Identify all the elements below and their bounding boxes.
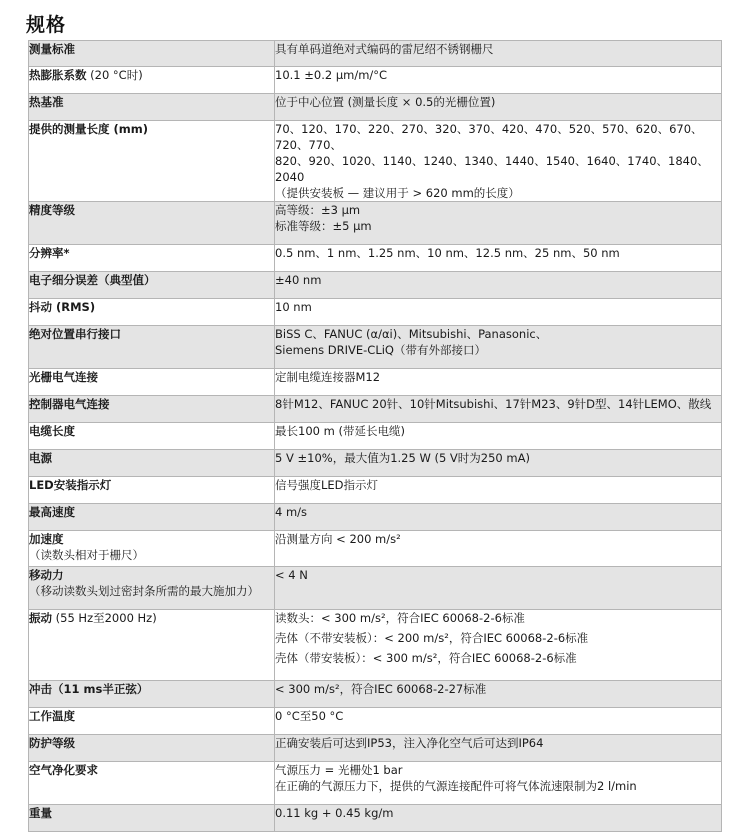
- spec-value-line: 0.5 nm、1 nm、1.25 nm、10 nm、12.5 nm、25 nm、50 nm: [275, 246, 620, 260]
- spec-value-cell: [275, 423, 722, 450]
- spec-value-line: 70、120、170、220、270、320、370、420、470、520、570、620、670、720、770、: [275, 122, 703, 152]
- spec-value-line: 8针M12、FANUC 20针、10针Mitsubishi、17针M23、9针D型、14针LEMO、散线: [275, 397, 712, 411]
- spec-value-line: 820、920、1020、1140、1240、1340、1440、1540、1640、1740、1840、2040: [275, 154, 709, 184]
- spec-value-line: < 300 m/s²，符合IEC 60068-2-27标准: [275, 682, 487, 696]
- spec-key-cell: [29, 708, 275, 735]
- spec-value-cell: [275, 805, 722, 832]
- spec-row: [29, 567, 722, 610]
- spec-key-cell: [29, 762, 275, 805]
- spec-row: [29, 326, 722, 369]
- spec-row: [29, 681, 722, 708]
- spec-key-label: 光栅电气连接: [29, 370, 98, 384]
- spec-value-cell: [275, 610, 722, 681]
- spec-value-cell: [275, 681, 722, 708]
- spec-value-line: 10 nm: [275, 300, 312, 314]
- spec-value-line: < 4 N: [275, 568, 308, 582]
- spec-key-label: 最高速度: [29, 505, 75, 519]
- spec-row: [29, 805, 722, 832]
- spec-value-line: ±40 nm: [275, 273, 322, 287]
- spec-value-line: 0.11 kg + 0.45 kg/m: [275, 806, 394, 820]
- spec-row: [29, 272, 722, 299]
- spec-value-line: （提供安装板 — 建议用于 > 620 mm的长度）: [275, 186, 520, 200]
- spec-key-label: 振动: [29, 611, 52, 625]
- spec-row: [29, 369, 722, 396]
- spec-value-line: 沿测量方向 < 200 m/s²: [275, 532, 401, 546]
- spec-table: [28, 40, 722, 832]
- spec-value-line: 正确安装后可达到IP53，注入净化空气后可达到IP64: [275, 736, 544, 750]
- spec-row: [29, 477, 722, 504]
- spec-key-label: 加速度: [29, 532, 64, 546]
- spec-row: [29, 94, 722, 121]
- spec-key-label: 电缆长度: [29, 424, 75, 438]
- spec-value-cell: [275, 94, 722, 121]
- spec-key-cell: [29, 369, 275, 396]
- spec-value-line: 壳体（带安装板）：< 300 m/s²，符合IEC 60068-2-6标准: [275, 651, 577, 665]
- spec-row: [29, 67, 722, 94]
- spec-value-cell: [275, 299, 722, 326]
- spec-row: [29, 121, 722, 202]
- spec-value-cell: [275, 450, 722, 477]
- spec-key-cell: [29, 326, 275, 369]
- spec-key-cell: [29, 67, 275, 94]
- spec-value-cell: [275, 326, 722, 369]
- spec-key-label: 热基准: [29, 95, 64, 109]
- spec-key-cell: [29, 477, 275, 504]
- spec-key-cell: [29, 567, 275, 610]
- spec-key-cell: [29, 450, 275, 477]
- spec-key-label: 防护等级: [29, 736, 75, 750]
- spec-value-line: BiSS C、FANUC (α/αi)、Mitsubishi、Panasonic、: [275, 327, 548, 341]
- spec-value-cell: [275, 762, 722, 805]
- spec-key-cell: [29, 272, 275, 299]
- spec-key-cell: [29, 423, 275, 450]
- spec-key-label: 工作温度: [29, 709, 75, 723]
- spec-row: [29, 735, 722, 762]
- spec-key-cell: [29, 41, 275, 67]
- spec-row: [29, 202, 722, 245]
- spec-value-cell: [275, 531, 722, 567]
- spec-value-line: 具有单码道绝对式编码的雷尼绍不锈钢栅尺: [275, 42, 494, 56]
- spec-row: [29, 708, 722, 735]
- spec-value-cell: [275, 245, 722, 272]
- spec-key-label: 移动力: [29, 568, 64, 582]
- spec-value-line: 在正确的气源压力下，提供的气源连接配件可将气体流速限制为2 l/min: [275, 779, 637, 793]
- spec-row: [29, 450, 722, 477]
- spec-key-cell: [29, 121, 275, 202]
- spec-value-cell: [275, 477, 722, 504]
- spec-key-label: 空气净化要求: [29, 763, 98, 777]
- spec-key-label: LED安装指示灯: [29, 478, 112, 492]
- spec-key-label: 重量: [29, 806, 52, 820]
- spec-key-condition: (20 °C时): [86, 68, 143, 82]
- spec-value-cell: [275, 41, 722, 67]
- spec-row: [29, 423, 722, 450]
- spec-value-line: 气源压力 = 光栅处1 bar: [275, 763, 403, 777]
- spec-value-line: 位于中心位置 (测量长度 × 0.5的光栅位置): [275, 95, 496, 109]
- spec-value-cell: [275, 396, 722, 423]
- spec-value-cell: [275, 504, 722, 531]
- spec-value-cell: [275, 121, 722, 202]
- spec-value-line: 信号强度LED指示灯: [275, 478, 379, 492]
- spec-key-label: 控制器电气连接: [29, 397, 110, 411]
- spec-value-cell: [275, 272, 722, 299]
- spec-key-cell: [29, 531, 275, 567]
- spec-value-cell: [275, 567, 722, 610]
- spec-value-cell: [275, 735, 722, 762]
- spec-key-cell: [29, 202, 275, 245]
- spec-key-label: 电子细分误差（典型值）: [29, 273, 156, 287]
- spec-key-label: 测量标准: [29, 42, 75, 56]
- spec-value-cell: [275, 369, 722, 396]
- spec-key-label: 冲击（11 ms半正弦）: [29, 682, 149, 696]
- spec-key-cell: [29, 396, 275, 423]
- spec-value-line: 4 m/s: [275, 505, 308, 519]
- spec-key-label: 提供的测量长度 (mm): [29, 122, 148, 136]
- spec-row: [29, 610, 722, 681]
- spec-value-line: 0 °C至50 °C: [275, 709, 344, 723]
- spec-key-cell: [29, 610, 275, 681]
- spec-value-line: 5 V ±10%，最大值为1.25 W (5 V时为250 mA): [275, 451, 530, 465]
- spec-value-cell: [275, 202, 722, 245]
- spec-row: [29, 245, 722, 272]
- spec-key-cell: [29, 245, 275, 272]
- spec-key-label: 电源: [29, 451, 52, 465]
- spec-key-label: 热膨胀系数: [29, 68, 87, 82]
- spec-key-note: （读数头相对于栅尺）: [29, 548, 144, 562]
- spec-key-cell: [29, 735, 275, 762]
- spec-key-cell: [29, 504, 275, 531]
- spec-value-line: 高等级：±3 μm: [275, 203, 361, 217]
- spec-value-cell: [275, 708, 722, 735]
- spec-value-line: 标准等级：±5 μm: [275, 219, 372, 233]
- spec-key-label: 抖动 (RMS): [29, 300, 96, 314]
- spec-key-cell: [29, 299, 275, 326]
- spec-row: [29, 41, 722, 67]
- spec-row: [29, 531, 722, 567]
- spec-value-line: Siemens DRIVE-CLiQ（带有外部接口）: [275, 343, 486, 357]
- spec-row: [29, 762, 722, 805]
- spec-value-line: 最长100 m (带延长电缆): [275, 424, 405, 438]
- spec-key-note: （移动读数头划过密封条所需的最大施加力）: [29, 584, 259, 598]
- spec-value-line: 10.1 ±0.2 μm/m/°C: [275, 68, 388, 82]
- section-title: 规格: [26, 14, 67, 36]
- spec-value-line: 壳体（不带安装板）：< 200 m/s²，符合IEC 60068-2-6标准: [275, 631, 589, 645]
- spec-key-label: 绝对位置串行接口: [29, 327, 121, 341]
- spec-value-cell: [275, 67, 722, 94]
- spec-row: [29, 299, 722, 326]
- spec-value-line: 读数头：< 300 m/s²，符合IEC 60068-2-6标准: [275, 611, 525, 625]
- spec-row: [29, 504, 722, 531]
- spec-row: [29, 396, 722, 423]
- spec-key-cell: [29, 94, 275, 121]
- spec-key-label: 分辨率*: [29, 246, 70, 260]
- spec-key-condition: (55 Hz至2000 Hz): [52, 611, 157, 625]
- spec-key-cell: [29, 681, 275, 708]
- spec-key-cell: [29, 805, 275, 832]
- spec-value-line: 定制电缆连接器M12: [275, 370, 381, 384]
- spec-key-label: 精度等级: [29, 203, 75, 217]
